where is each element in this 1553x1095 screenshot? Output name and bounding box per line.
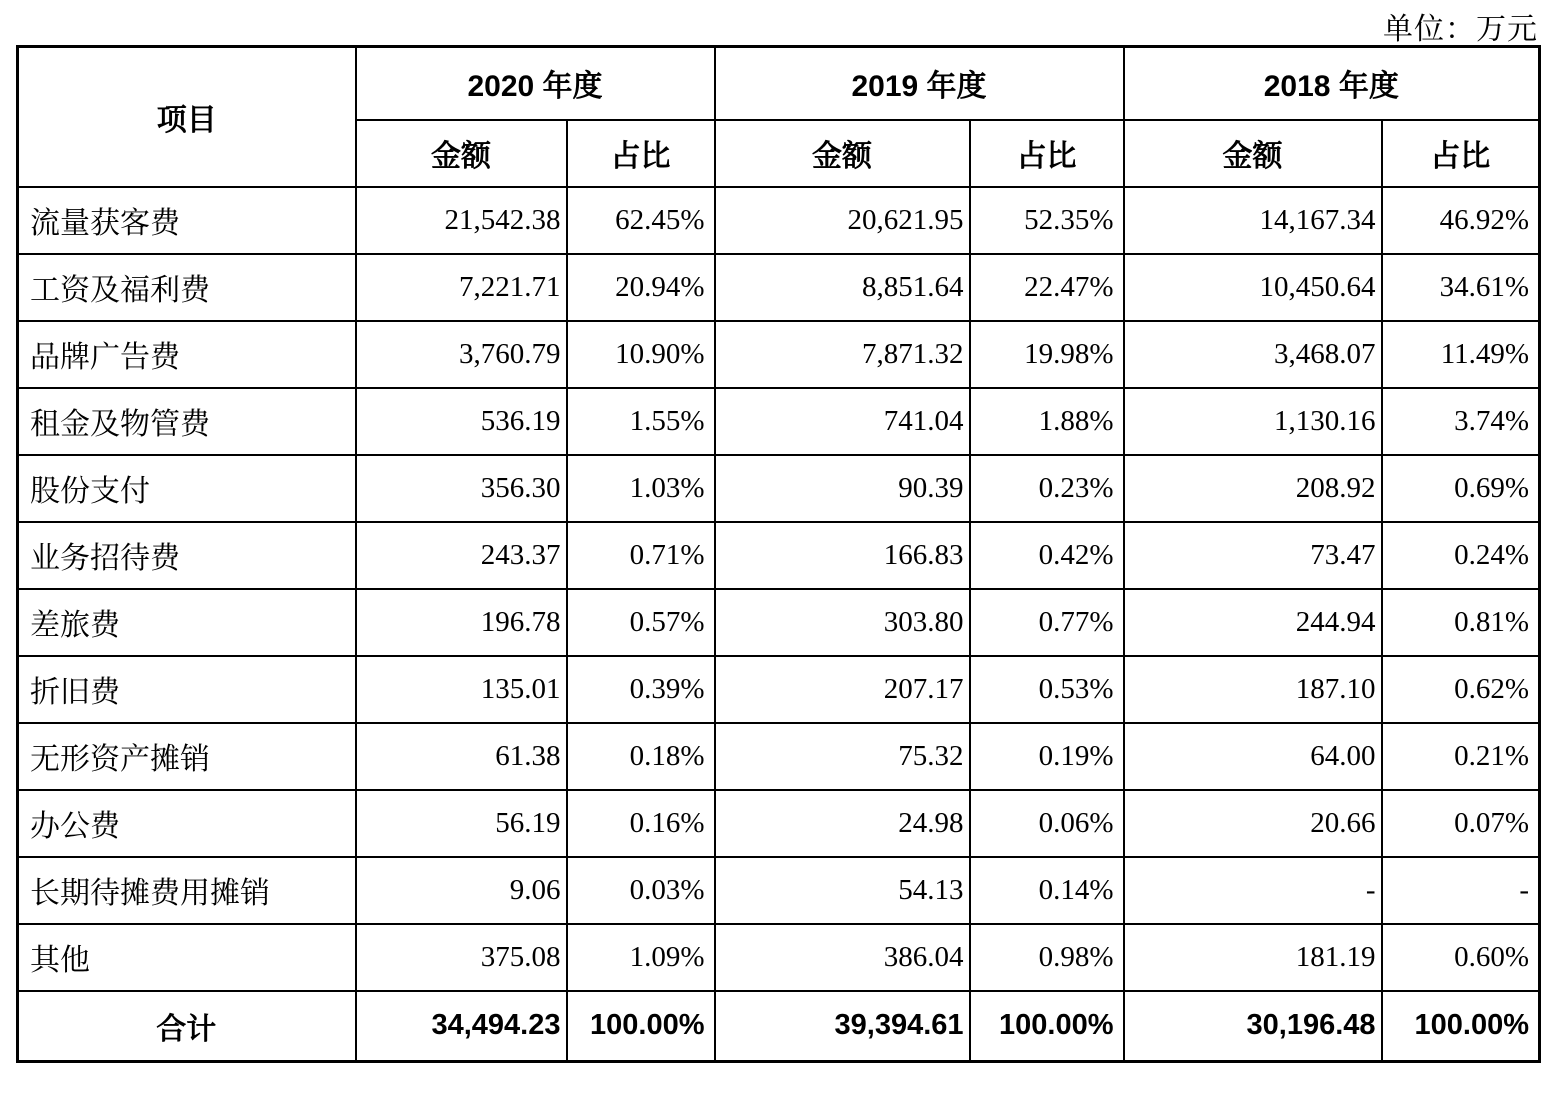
row-item-label: 办公费 <box>18 790 356 857</box>
ratio-cell: 22.47% <box>970 254 1124 321</box>
row-item-label: 差旅费 <box>18 589 356 656</box>
amount-cell: 73.47 <box>1124 522 1382 589</box>
amount-cell: - <box>1124 857 1382 924</box>
row-item-label: 长期待摊费用摊销 <box>18 857 356 924</box>
ratio-cell: - <box>1382 857 1540 924</box>
amount-cell: 196.78 <box>356 589 567 656</box>
amount-cell: 3,760.79 <box>356 321 567 388</box>
amount-cell: 187.10 <box>1124 656 1382 723</box>
table-row <box>18 388 1540 455</box>
column-header-ratio-2018: 占比 <box>1382 120 1540 187</box>
ratio-cell: 1.88% <box>970 388 1124 455</box>
amount-cell: 20,621.95 <box>715 187 970 254</box>
table-row <box>18 857 1540 924</box>
row-item-label: 租金及物管费 <box>18 388 356 455</box>
amount-cell: 356.30 <box>356 455 567 522</box>
ratio-cell: 0.24% <box>1382 522 1540 589</box>
amount-cell: 56.19 <box>356 790 567 857</box>
amount-cell: 7,871.32 <box>715 321 970 388</box>
table-row <box>18 656 1540 723</box>
expense-table <box>16 45 1541 1063</box>
unit-label: 单位：万元 <box>1383 13 1538 46</box>
ratio-cell: 1.55% <box>567 388 715 455</box>
amount-cell: 9.06 <box>356 857 567 924</box>
row-item-label: 无形资产摊销 <box>18 723 356 790</box>
table-header <box>18 47 1540 187</box>
amount-cell: 741.04 <box>715 388 970 455</box>
ratio-cell: 19.98% <box>970 321 1124 388</box>
amount-cell: 90.39 <box>715 455 970 522</box>
amount-cell: 166.83 <box>715 522 970 589</box>
amount-cell: 20.66 <box>1124 790 1382 857</box>
amount-cell: 1,130.16 <box>1124 388 1382 455</box>
ratio-cell: 34.61% <box>1382 254 1540 321</box>
ratio-cell: 0.14% <box>970 857 1124 924</box>
amount-cell: 181.19 <box>1124 924 1382 991</box>
column-header-amount-2020: 金额 <box>356 120 567 187</box>
row-item-label: 流量获客费 <box>18 187 356 254</box>
row-item-label: 工资及福利费 <box>18 254 356 321</box>
ratio-cell: 0.03% <box>567 857 715 924</box>
total-amount-2019: 39,394.61 <box>715 991 970 1062</box>
amount-cell: 386.04 <box>715 924 970 991</box>
total-ratio-2019: 100.00% <box>970 991 1124 1062</box>
amount-cell: 75.32 <box>715 723 970 790</box>
total-amount-2018: 30,196.48 <box>1124 991 1382 1062</box>
row-item-label: 其他 <box>18 924 356 991</box>
amount-cell: 243.37 <box>356 522 567 589</box>
amount-cell: 303.80 <box>715 589 970 656</box>
ratio-cell: 0.77% <box>970 589 1124 656</box>
amount-cell: 24.98 <box>715 790 970 857</box>
ratio-cell: 0.39% <box>567 656 715 723</box>
ratio-cell: 0.18% <box>567 723 715 790</box>
ratio-cell: 0.62% <box>1382 656 1540 723</box>
ratio-cell: 3.74% <box>1382 388 1540 455</box>
ratio-cell: 0.53% <box>970 656 1124 723</box>
row-item-label: 折旧费 <box>18 656 356 723</box>
amount-cell: 21,542.38 <box>356 187 567 254</box>
row-item-label: 品牌广告费 <box>18 321 356 388</box>
ratio-cell: 0.06% <box>970 790 1124 857</box>
amount-cell: 375.08 <box>356 924 567 991</box>
ratio-cell: 62.45% <box>567 187 715 254</box>
amount-cell: 207.17 <box>715 656 970 723</box>
ratio-cell: 10.90% <box>567 321 715 388</box>
header-year-row <box>18 47 1540 120</box>
amount-cell: 54.13 <box>715 857 970 924</box>
amount-cell: 536.19 <box>356 388 567 455</box>
column-header-amount-2018: 金额 <box>1124 120 1382 187</box>
table-row <box>18 254 1540 321</box>
ratio-cell: 1.03% <box>567 455 715 522</box>
ratio-cell: 52.35% <box>970 187 1124 254</box>
table-row <box>18 924 1540 991</box>
table-row <box>18 522 1540 589</box>
ratio-cell: 1.09% <box>567 924 715 991</box>
row-item-label: 股份支付 <box>18 455 356 522</box>
amount-cell: 244.94 <box>1124 589 1382 656</box>
total-ratio-2018: 100.00% <box>1382 991 1540 1062</box>
ratio-cell: 0.21% <box>1382 723 1540 790</box>
ratio-cell: 46.92% <box>1382 187 1540 254</box>
ratio-cell: 0.19% <box>970 723 1124 790</box>
ratio-cell: 11.49% <box>1382 321 1540 388</box>
column-header-ratio-2019: 占比 <box>970 120 1124 187</box>
total-ratio-2020: 100.00% <box>567 991 715 1062</box>
column-header-ratio-2020: 占比 <box>567 120 715 187</box>
amount-cell: 10,450.64 <box>1124 254 1382 321</box>
table-row <box>18 321 1540 388</box>
ratio-cell: 0.42% <box>970 522 1124 589</box>
column-header-year-2020: 2020 年度 <box>356 47 715 120</box>
table-footer <box>18 991 1540 1062</box>
table-body <box>18 187 1540 991</box>
amount-cell: 8,851.64 <box>715 254 970 321</box>
column-header-item: 项目 <box>18 47 356 187</box>
ratio-cell: 0.98% <box>970 924 1124 991</box>
row-item-label: 业务招待费 <box>18 522 356 589</box>
amount-cell: 208.92 <box>1124 455 1382 522</box>
ratio-cell: 0.60% <box>1382 924 1540 991</box>
column-header-year-2018: 2018 年度 <box>1124 47 1540 120</box>
amount-cell: 3,468.07 <box>1124 321 1382 388</box>
amount-cell: 135.01 <box>356 656 567 723</box>
total-label: 合计 <box>18 991 356 1062</box>
ratio-cell: 0.71% <box>567 522 715 589</box>
table-row <box>18 455 1540 522</box>
ratio-cell: 0.81% <box>1382 589 1540 656</box>
amount-cell: 14,167.34 <box>1124 187 1382 254</box>
total-row <box>18 991 1540 1062</box>
table-row <box>18 790 1540 857</box>
amount-cell: 7,221.71 <box>356 254 567 321</box>
ratio-cell: 0.69% <box>1382 455 1540 522</box>
table-row <box>18 723 1540 790</box>
table-row <box>18 589 1540 656</box>
ratio-cell: 20.94% <box>567 254 715 321</box>
amount-cell: 61.38 <box>356 723 567 790</box>
ratio-cell: 0.23% <box>970 455 1124 522</box>
ratio-cell: 0.07% <box>1382 790 1540 857</box>
ratio-cell: 0.16% <box>567 790 715 857</box>
ratio-cell: 0.57% <box>567 589 715 656</box>
column-header-amount-2019: 金额 <box>715 120 970 187</box>
column-header-year-2019: 2019 年度 <box>715 47 1124 120</box>
amount-cell: 64.00 <box>1124 723 1382 790</box>
total-amount-2020: 34,494.23 <box>356 991 567 1062</box>
table-row <box>18 187 1540 254</box>
